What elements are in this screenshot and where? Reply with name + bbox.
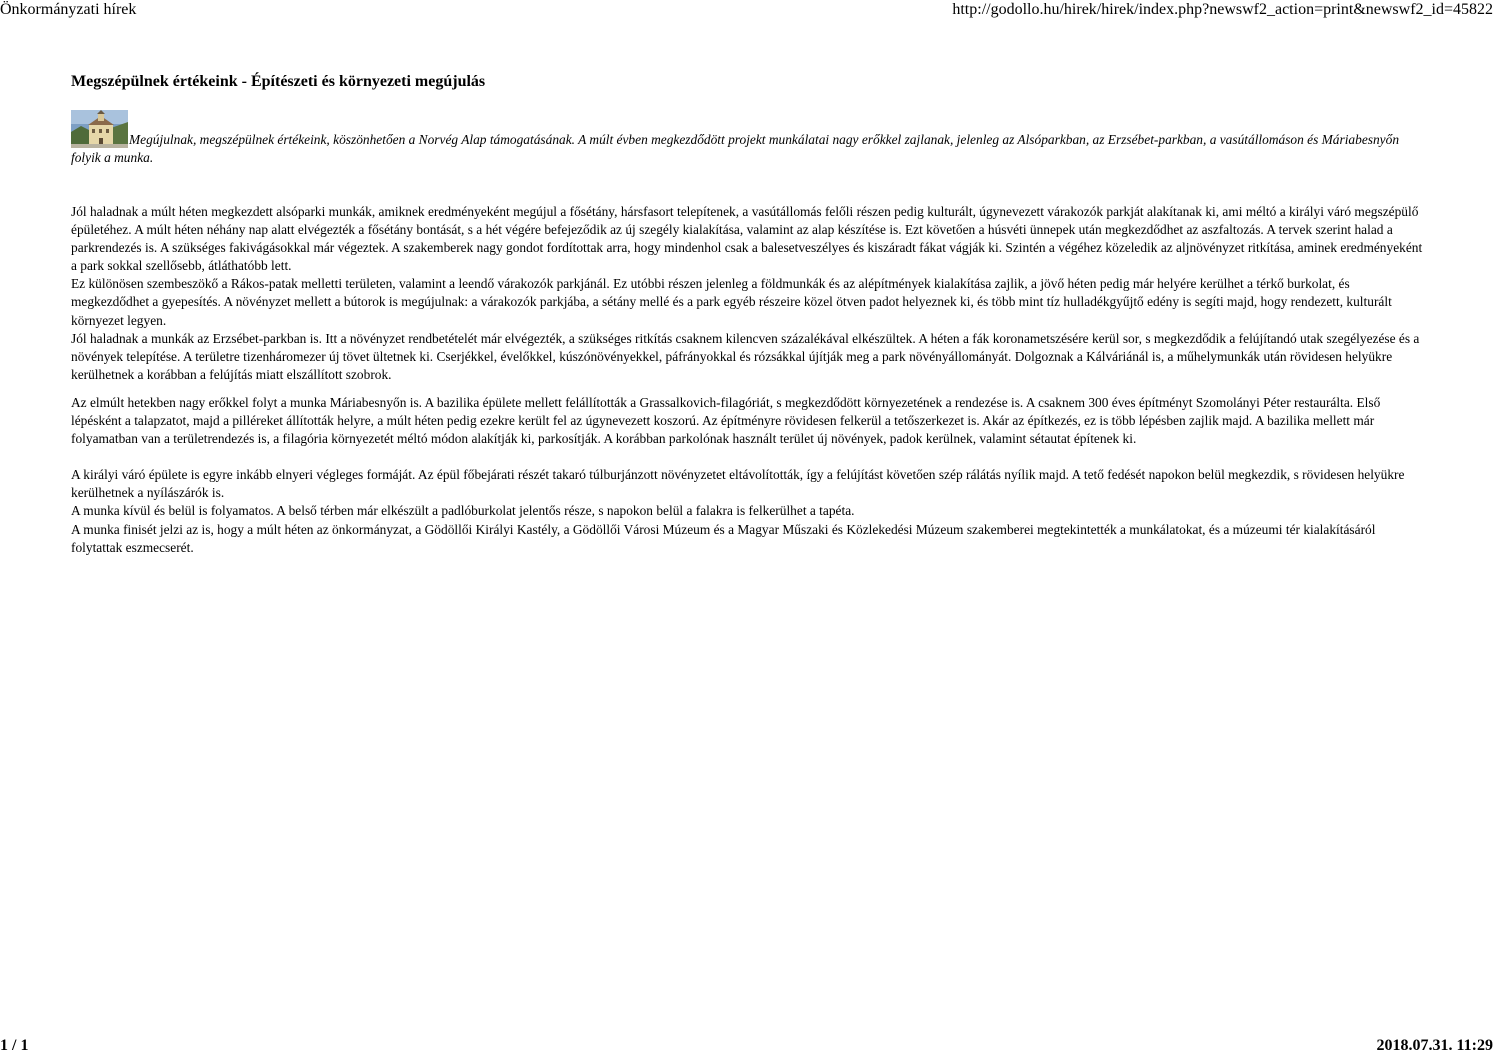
article-paragraph-rakos-patak: Ez különösen szembeszökő a Rákos-patak melletti területen, valamint a leendő várakozók parkjánál. Ez utóbbi részen jelenleg a földmunkák és az alépítmények kialakítása zajlik, a jövő héten pedig már helyére kerülhet a térkő burkolat, és megkezdődhet a gyepesítés. A növényzet mellett a bútorok is megújulnak: a várakozók parkjába, a sétány mellé és a park egyéb részeire közel ötven padot helyeznek ki, és több mint tíz hulladékgyűjtő edény is segíti majd, hogy rendezett, kulturált környezet legyen. — [71, 276, 1392, 328]
article-title: Megszépülnek értékeink - Építészeti és környezeti megújulás — [71, 73, 486, 90]
paragraph-gap — [71, 384, 1425, 394]
print-footer-page-indicator: 1 / 1 — [0, 1037, 29, 1054]
article — [71, 72, 1425, 557]
article-lead-text: Megújulnak, megszépülnek értékeink, köszönhetően a Norvég Alap támogatásának. A múlt évben megkezdődött projekt munkálatai nagy erőkkel zajlanak, jelenleg az Alsóparkban, az Erzsébet-parkban, a vasútállomáson és Máriabesnyőn folyik a munka. — [71, 132, 1400, 165]
article-thumbnail-photo — [71, 110, 128, 148]
paragraph-gap — [71, 448, 1425, 466]
article-paragraph-munka-finis: A munka finisét jelzi az is, hogy a múlt héten az önkormányzat, a Gödöllői Királyi Kastély, a Gödöllői Városi Múzeum és a Magyar Műszaki és Közlekedési Múzeum szakemberei megtekintették a munkálatokat, és a múzeumi tér kialakításáról folytattak eszmecserét. — [71, 521, 1376, 555]
article-paragraph-alsopark: Jól haladnak a múlt héten megkezdett alsóparki munkák, amiknek eredményeként megújul a fősétány, hársfasort telepítenek, a vasútállomás felőli részen pedig kulturált, úgynevezett várakozók parkját alakítanak ki, ami méltó a királyi váró megszépülő épületéhez. A múlt héten néhány nap alatt elvégezték a fősétány bontását, s a hét végére befejeződik az új szegély kialakítása, valamint az alap készítése is. Ezt követően a húsvéti ünnepek után megkezdődhet az aszfaltozás. A tervek szerint halad a parkrendezés is. A szükséges fakivágásokkal már végeztek. A szakemberek nagy gondot fordítottak arra, hogy mindenhol csak a balesetveszélyes és kiszáradt fákat vágják ki. Szintén a végéhez közeledik az aljnövényzet ritkítása, aminek eredményeként a park sokkal szellősebb, átláthatóbb lett. — [71, 204, 1423, 274]
article-paragraph-erzsebet-park: Jól haladnak a munkák az Erzsébet-parkban is. Itt a növényzet rendbetételét már elvégezték, a szükséges ritkítás csaknem kilencven százalékával elkészültek. A héten a fák koronametszésére kerül sor, s megkezdődik a felújítandó utak szegélyezése és a növények telepítése. A területre tizenháromezer új tövet ültetnek ki. Cserjékkel, évelőkkel, kúszónövényekkel, páfrányokkal és rózsákkal újítják meg a park növényállományát. Dolgoznak a Kálváriánál is, a műhelymunkák után rövidesen helyükre kerülhetnek a korábban a felújítás miatt elszállított szobrok. — [71, 330, 1420, 382]
print-header-site-title: Önkormányzati hírek — [0, 1, 137, 18]
print-header-url: http://godollo.hu/hirek/hirek/index.php?newswf2_action=print&newswf2_id=45822 — [952, 1, 1493, 18]
article-paragraph-kiralyi-varo: A királyi váró épülete is egyre inkább elnyeri végleges formáját. Az épül főbejárati részét takaró túlburjánzott növényzetet eltávolították, így a felújítást követően szép rálátás nyílik majd. A tető fedését napokon belül megkezdik, s rövidesen helyükre kerülhetnek a nyílászárók is. — [71, 467, 1405, 501]
article-lead — [71, 110, 1425, 167]
article-body — [71, 203, 1425, 557]
article-paragraph-mariabesnyo: Az elmúlt hetekben nagy erőkkel folyt a munka Máriabesnyőn is. A bazilika épülete mellett felállították a Grassalkovich-filagóriát, s megkezdődött környezetének a rendezése is. A csaknem 300 éves építményt Szomolányi Péter restaurálta. Első lépésként a talapzatot, majd a pilléreket állították helyre, a múlt héten pedig ezekre került fel az úgynevezett koszorú. Az építményre rövidesen felkerül a tetőszerkezet is. Akár az építkezés, ez is több lépésben zajlik majd. A bazilika mellett már folyamatban van a területrendezés is, a filagória környezetét méltó módon alakítják ki, parkosítják. A korábban parkolónak használt terület új növények, padok kerülnek, valamint sétautat építenek ki. — [71, 394, 1381, 447]
article-paragraph-belso-ter: A munka kívül és belül is folyamatos. A belső térben már elkészült a padlóburkolat jelentős része, s napokon belül a falakra is felkerülhet a tapéta. — [71, 503, 855, 519]
print-footer-printed-at: 2018.07.31. 11:29 — [1376, 1037, 1493, 1054]
